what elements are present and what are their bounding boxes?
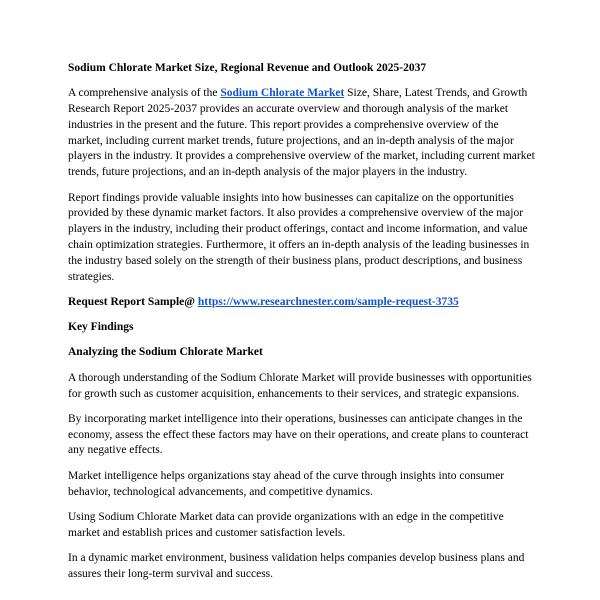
text-run: By incorporating market intelligence into their operations, businesses can anticipate changes in the economy, assess the effect these factors may have on their operations, and create plans to counteract any negative effects.	[68, 412, 529, 457]
doc-paragraph	[68, 295, 536, 311]
sample-request-link[interactable]: https://www.researchnester.com/sample-request-3735	[197, 295, 459, 308]
doc-paragraph	[68, 551, 536, 583]
text-run: Key Findings	[68, 321, 134, 334]
text-run: A thorough understanding of the Sodium Chlorate Market will provide businesses with opportunities for growth such as customer acquisition, enhancements to their services, and strategic expansions.	[68, 371, 532, 400]
text-run: In a dynamic market environment, business validation helps companies develop business plans and assures their long-term survival and success.	[68, 551, 525, 580]
doc-paragraph	[68, 371, 536, 403]
text-run: Sodium Chlorate Market Size, Regional Revenue and Outlook 2025-2037	[68, 62, 427, 74]
text-run: Market intelligence helps organizations stay ahead of the curve through insights into consumer behavior, technological advancements, and competitive dynamics.	[68, 469, 505, 498]
text-run: Report findings provide valuable insights into how businesses can capitalize on the opportunities provided by these dynamic market factors. It also provides a comprehensive overview of the major players in the industry, including their product offerings, contact and income information, and value chain optimization strategies. Furthermore, it offers an in-depth analysis of the leading businesses in the industry based solely on the strength of their business plans, product descriptions, and business strategies.	[68, 191, 530, 283]
doc-heading	[68, 61, 536, 77]
doc-heading	[68, 320, 536, 336]
doc-paragraph	[68, 469, 536, 501]
document-body	[68, 61, 536, 592]
doc-heading	[68, 345, 536, 361]
text-run: Using Sodium Chlorate Market data can provide organizations with an edge in the competitive market and establish prices and customer satisfaction levels.	[68, 510, 504, 539]
doc-paragraph	[68, 412, 536, 459]
doc-paragraph	[68, 191, 536, 286]
text-run: Size, Share, Latest Trends, and Growth Research Report 2025-2037 provides an accurate overview and thorough analysis of the market industries in the present and the future. This report provides a comprehensive overview of the market, including current market trends, future projections, and an in-depth analysis of the major players in the industry. It provides a comprehensive overview of the market, including current market trends, future projections, and an in-depth analysis of the major players in the industry.	[68, 87, 535, 179]
text-run: A comprehensive analysis of the	[68, 87, 221, 100]
text-run: Request Report Sample@	[68, 295, 198, 308]
doc-paragraph	[68, 86, 536, 181]
text-run: Analyzing the Sodium Chlorate Market	[68, 346, 263, 359]
doc-paragraph	[68, 510, 536, 542]
sodium-chlorate-market-link[interactable]: Sodium Chlorate Market	[220, 87, 345, 100]
